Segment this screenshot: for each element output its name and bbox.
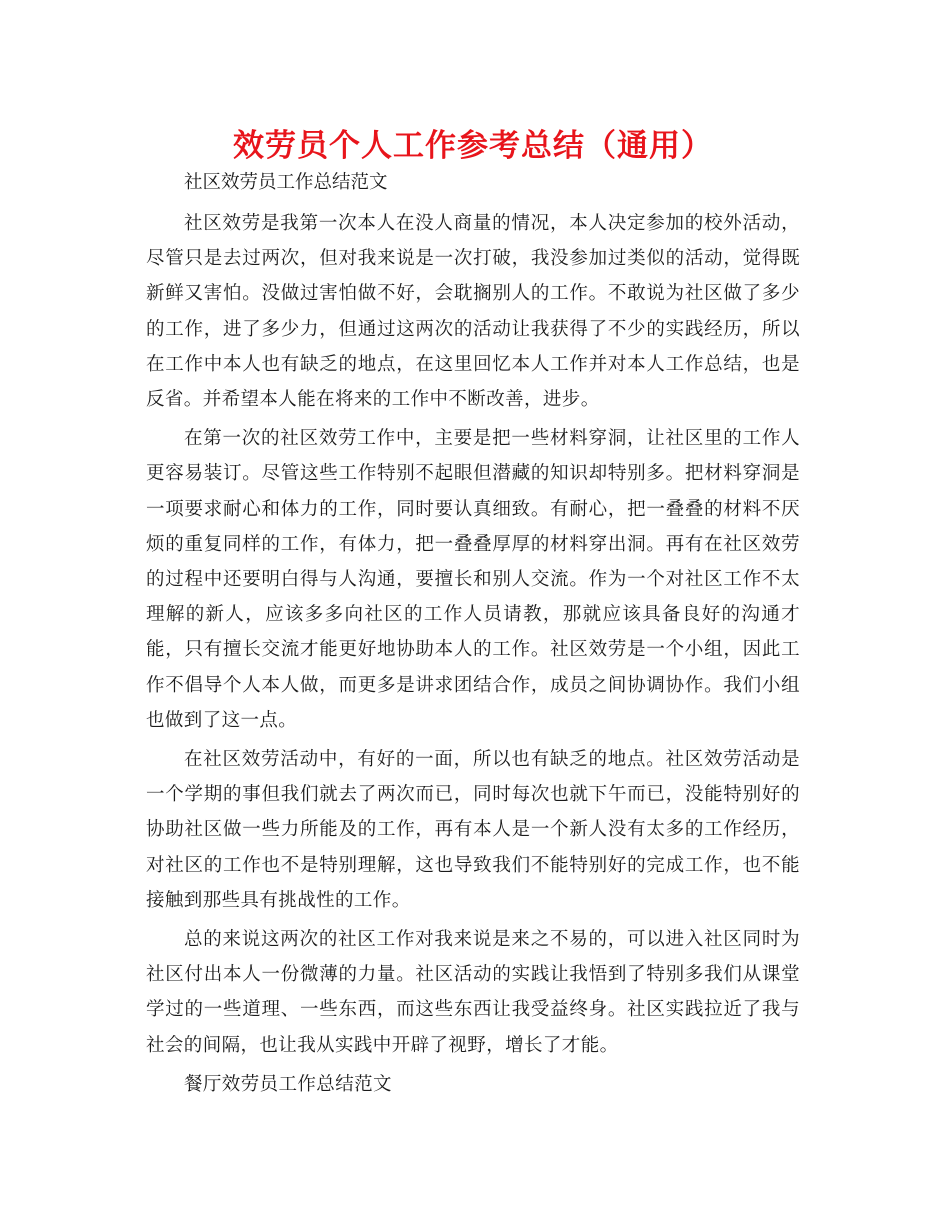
body-paragraph-4: 总的来说这两次的社区工作对我来说是来之不易的，可以进入社区同时为社区付出本人一份微薄的力量。社区活动的实践让我悟到了特别多我们从课堂学过的一些道理、一些东西，而这些东西让我受益终身。社区实践拉近了我与社会的间隔，也让我从实践中开辟了视野，增长了才能。 [146,929,800,1056]
body-paragraph-3: 在社区效劳活动中，有好的一面，所以也有缺乏的地点。社区效劳活动是一个学期的事但我们就去了两次而已，同时每次也就下午而已，没能特别好的协助社区做一些力所能及的工作，再有本人是一个新人没有太多的工作经历，对社区的工作也不是特别理解，这也导致我们不能特别好的完成工作，也不能接触到那些具有挑战性的工作。 [146,749,800,911]
body-paragraph-2: 在第一次的社区效劳工作中，主要是把一些材料穿洞，让社区里的工作人更容易装订。尽管这些工作特别不起眼但潜藏的知识却特别多。把材料穿洞是一项要求耐心和体力的工作，同时要认真细致。有耐心，把一叠叠的材料不厌烦的重复同样的工作，有体力，把一叠叠厚厚的材料穿出洞。再有在社区效劳的过程中还要明白得与人沟通，要擅长和别人交流。作为一个对社区工作不太理解的新人，应该多多向社区的工作人员请教，那就应该具备良好的沟通才能，只有擅长交流才能更好地协助本人的工作。社区效劳是一个小组，因此工作不倡导个人本人做，而更多是讲求团结合作，成员之间协调协作。我们小组也做到了这一点。 [146,428,800,731]
document-title: 效劳员个人工作参考总结（通用） [233,128,713,164]
section-heading-community: 社区效劳员工作总结范文 [184,172,388,193]
section-heading-restaurant: 餐厅效劳员工作总结范文 [184,1073,392,1095]
body-paragraph-1: 社区效劳是我第一次本人在没人商量的情况，本人决定参加的校外活动，尽管只是去过两次，但对我来说是一次打破，我没参加过类似的活动，觉得既新鲜又害怕。没做过害怕做不好，会耽搁别人的工作。不敢说为社区做了多少的工作，进了多少力，但通过这两次的活动让我获得了不少的实践经历，所以在工作中本人也有缺乏的地点，在这里回忆本人工作并对本人工作总结，也是反省。并希望本人能在将来的工作中不断改善，进步。 [146,213,800,411]
